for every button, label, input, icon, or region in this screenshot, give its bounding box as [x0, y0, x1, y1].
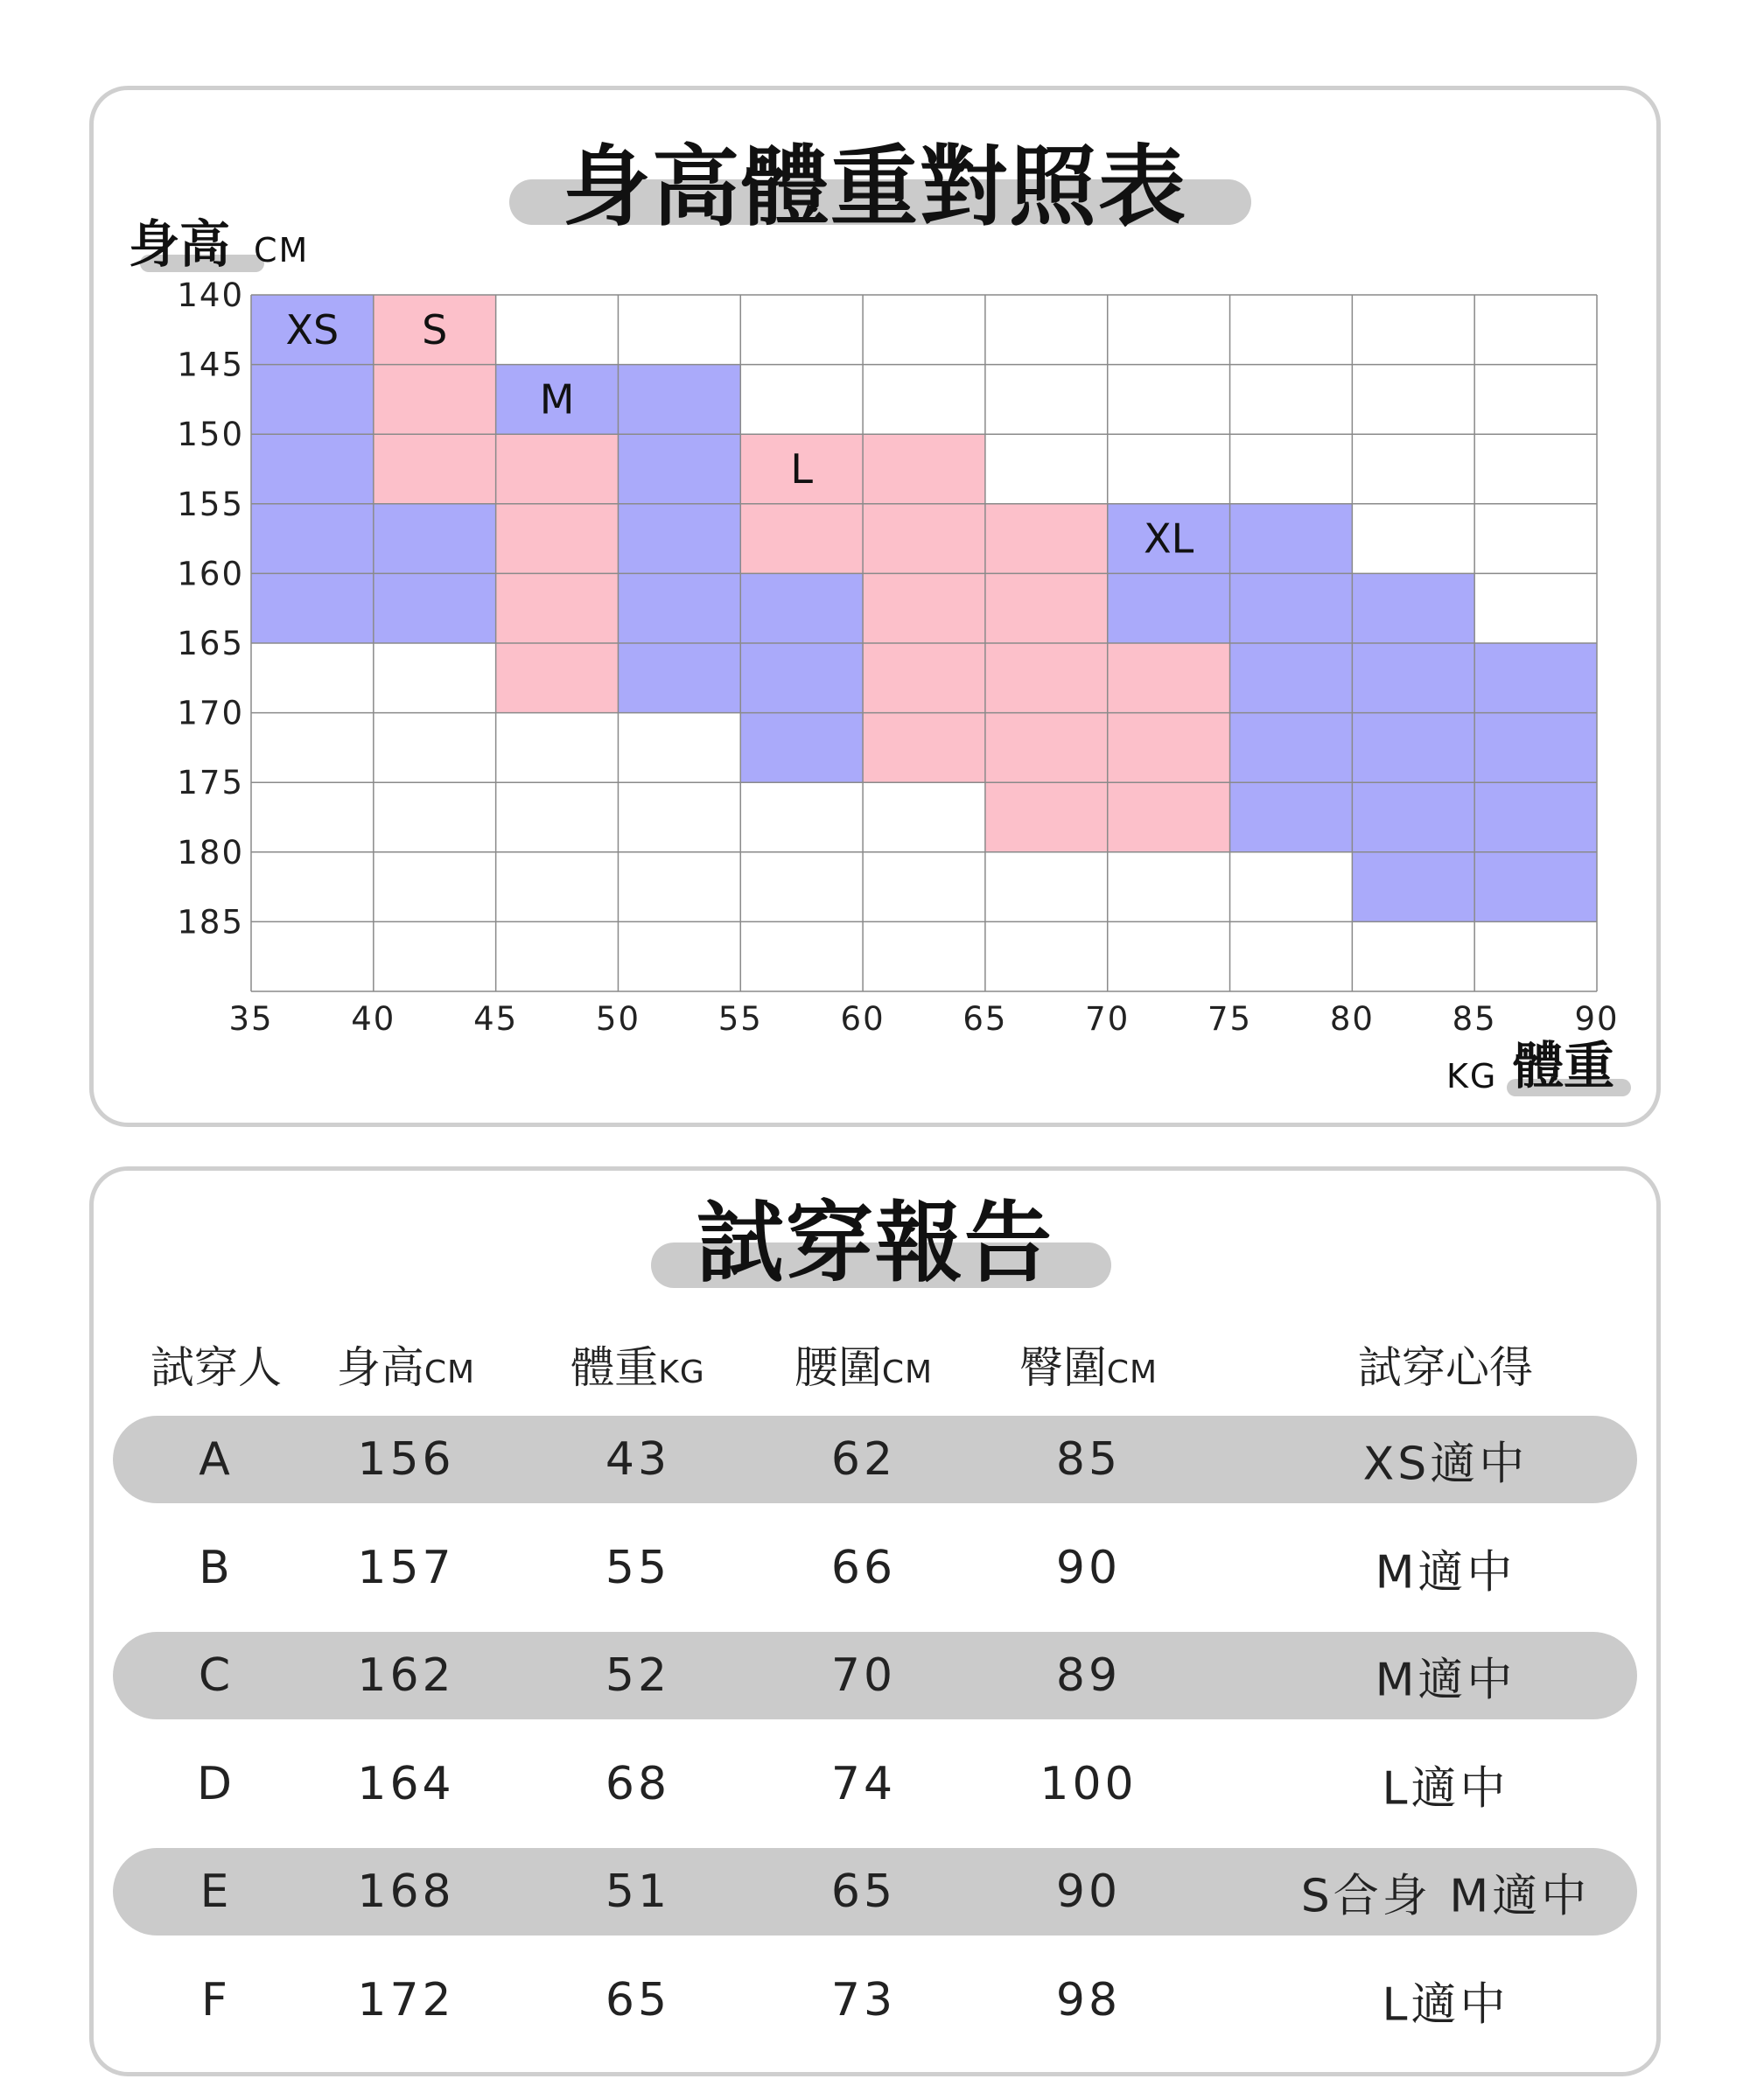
x-tick-label: 65: [962, 1000, 1008, 1038]
table-cell: 90: [1055, 1866, 1122, 1918]
table-cell: C: [198, 1649, 234, 1702]
header-tester: 試穿人: [150, 1342, 282, 1393]
table-cell: 70: [830, 1649, 897, 1702]
x-tick-label: 40: [351, 1000, 396, 1038]
size-region-l-pink: [985, 504, 1108, 852]
table-row: [113, 1416, 1637, 1503]
report-title: 試穿報告: [696, 1192, 1054, 1294]
y-tick-label: 185: [177, 903, 244, 942]
table-cell: 68: [605, 1757, 671, 1810]
table-cell: A: [199, 1433, 234, 1486]
size-region-l-pink: [740, 504, 863, 574]
table-cell: S合身 M適中: [1300, 1870, 1591, 1923]
y-tick-label: 180: [177, 833, 244, 872]
x-tick-label: 35: [228, 1000, 274, 1038]
x-tick-label: 55: [718, 1000, 763, 1038]
size-region-xl-blue: [1230, 643, 1353, 852]
x-tick-label: 80: [1329, 1000, 1375, 1038]
table-cell: B: [199, 1541, 234, 1594]
table-cell: 157: [357, 1541, 455, 1594]
y-tick-label: 140: [177, 276, 244, 314]
table-cell: 55: [605, 1541, 671, 1594]
header-height: 身高CM: [336, 1342, 476, 1393]
table-cell: 43: [605, 1433, 671, 1486]
table-cell: 73: [830, 1973, 897, 2026]
chart-title: 身高體重對照表: [563, 136, 1187, 238]
size-cells: [251, 295, 1597, 921]
table-cell: 164: [357, 1757, 455, 1810]
size-label-xs: XS: [285, 305, 340, 354]
table-cell: 51: [605, 1866, 671, 1918]
table-cell: 85: [1055, 1433, 1122, 1486]
y-tick-label: 175: [177, 764, 244, 802]
y-tick-label: 145: [177, 346, 244, 384]
size-label-xl: XL: [1144, 514, 1194, 563]
table-cell: 100: [1040, 1757, 1138, 1810]
table-cell: 66: [830, 1541, 897, 1594]
y-tick-label: 165: [177, 625, 244, 662]
x-tick-label: 75: [1207, 1000, 1253, 1038]
y-tick-label: 155: [177, 485, 244, 523]
table-cell: M適中: [1375, 1654, 1516, 1707]
table-cell: L適中: [1382, 1762, 1509, 1815]
table-cell: 90: [1055, 1541, 1122, 1594]
size-label-s: S: [422, 305, 448, 354]
y-tick-label: 150: [177, 416, 244, 454]
table-cell: M適中: [1375, 1546, 1516, 1599]
table-cell: XS適中: [1362, 1438, 1529, 1491]
x-tick-label: 90: [1574, 1000, 1620, 1038]
table-cell: L適中: [1382, 1978, 1509, 2031]
y-tick-label: 160: [177, 555, 244, 593]
size-region-l-pink: [1108, 643, 1230, 852]
table-row: [113, 1956, 1637, 2044]
table-row: [113, 1848, 1637, 1936]
table-cell: 162: [357, 1649, 455, 1702]
table-cell: D: [196, 1757, 236, 1810]
size-chart-card: [89, 86, 1661, 1127]
x-tick-label: 50: [595, 1000, 641, 1038]
table-cell: F: [201, 1973, 231, 2026]
size-label-l: L: [790, 445, 814, 493]
header-comment: 試穿心得: [1358, 1342, 1533, 1393]
table-cell: 98: [1055, 1973, 1122, 2026]
header-waist: 腰圍CM: [794, 1342, 934, 1393]
y-axis-unit: CM: [254, 231, 310, 270]
x-tick-label: 45: [473, 1000, 519, 1038]
table-cell: 172: [357, 1973, 455, 2026]
table-cell: 74: [830, 1757, 897, 1810]
table-row: [113, 1632, 1637, 1719]
table-cell: 65: [830, 1866, 897, 1918]
report-table-header: [94, 1333, 1656, 1394]
table-row: [113, 1740, 1637, 1828]
y-axis-title: 身高: [129, 214, 231, 274]
table-cell: E: [200, 1866, 233, 1918]
y-tick-label: 170: [177, 694, 244, 732]
x-tick-label: 85: [1452, 1000, 1497, 1038]
table-cell: 65: [605, 1973, 671, 2026]
table-cell: 168: [357, 1866, 455, 1918]
header-weight: 體重KG: [570, 1342, 705, 1393]
table-cell: 62: [830, 1433, 897, 1486]
x-tick-label: 60: [840, 1000, 886, 1038]
x-axis-unit: KG: [1446, 1057, 1498, 1096]
size-label-m: M: [539, 375, 575, 424]
x-tick-label: 70: [1085, 1000, 1130, 1038]
table-cell: 52: [605, 1649, 671, 1702]
table-cell: 89: [1055, 1649, 1122, 1702]
x-axis-title: 體重: [1513, 1036, 1615, 1096]
header-hip: 臀圍CM: [1018, 1342, 1158, 1393]
table-cell: 156: [357, 1433, 455, 1486]
size-chart: [94, 90, 1656, 1123]
table-row: [113, 1524, 1637, 1612]
size-region-l-blue: [740, 573, 863, 782]
fitting-report-card: [89, 1166, 1661, 2076]
size-region-xl-blue: [1352, 573, 1474, 921]
